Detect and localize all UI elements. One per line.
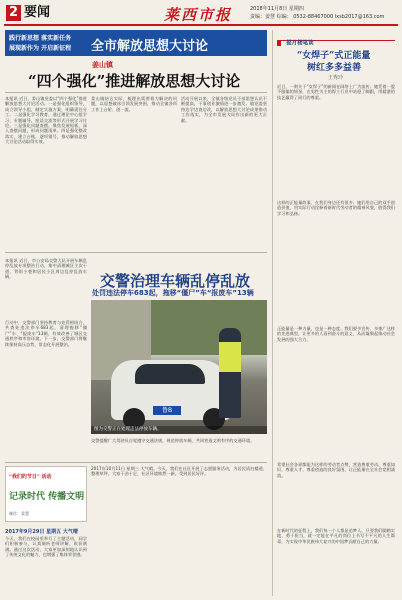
right-headline-1: “女焊子”式正能量 [297,51,371,61]
section-name: 要闻 [24,5,51,20]
paper-name: 莱西市报 [164,6,233,24]
right-author: 王秀玲 [328,75,344,81]
logo-divider [5,462,267,463]
middle-body-col-1b: 行动中，交警部门坚持教育与处罚相结合，共查处违法停车683起，清理拖移“僵尸”车、“报废车”13辆，有效改善了城区交通秩序和市容环境。下一步，交警部门将继续保持高压态势，常态化开展整治。 [5,320,87,347]
middle-body-col-1: 本报讯 近日，市公安局交警大队开展车辆乱停乱放专项整治行动，集中清理城区主次干道、背街小巷和居民小区周边乱停乱放车辆。 [5,258,87,280]
issue-date: 2018年11月8日 星期四 [250,6,304,12]
right-body-4: 希望社会各界都能为这样的劳动者点赞，营造尊重劳动、尊重知识、尊重人才、尊重创造的良好氛围，让正能量在全社会竞相涌流。 [277,462,395,478]
right-column [272,30,398,596]
photo-caption: 图为交警正在处理违法停放车辆。 [91,426,267,434]
festival-logo [5,466,87,522]
lead-body-col-1: 本报讯 近日，姜山镇党委以“四个强化”推进解放思想大讨论活动。一是强化组织领导，成立领导小组，制定实施方案，明确责任分工。二是强化学习教育，通过理论中心组学习、专题辅导、座谈交流等形式开展学习讨论。三是强化问题查摆，聚焦发展短板，深入查摆问题，形成问题清单。四是强化整改落实，建立台账，逐项销号，推动解放思想大讨论活动取得实效。 [5,96,87,145]
masthead-rule [4,24,398,26]
masthead [0,0,402,27]
editor-line [250,13,384,20]
banner-small-text-1: 践行新思想 落实新任务 [9,35,72,42]
middle-body-col-2: 交警提醒广大驾驶员自觉遵守交通法规，规范停放车辆，共同营造文明有序的交通环境。 [91,438,255,443]
banner-title: 全市解放思想大讨论 [91,39,209,54]
banner-small-text-2: 展现新作为 开启新征程 [9,45,72,52]
right-label-marker [277,40,281,46]
festival-credit: 制作：姜慧 [9,511,29,516]
right-body-1: 近日，一则关于“女焊子”的新闻在网络上广为流传。她凭着一股不服输的韧劲，在男性为主的焊工行业中站稳了脚跟，用精湛的技艺赢得了同行的尊重。 [277,84,395,100]
photo-officer-vest [219,342,241,372]
photo-trees [151,300,267,355]
right-label-text: 提月楼笔谈 [286,40,314,47]
right-label [277,32,395,47]
right-body-5: 在新时代的征程上，我们每一个人都是追梦人。只要我们脚踏实地、勇于担当，就一定能在平凡的岗位上书写不平凡的人生篇章，为实现中华民族伟大复兴的中国梦贡献自己的力量。 [277,528,395,544]
email: lxsb2017@163.com [334,14,385,20]
festival-caption-2: 记录时代 传播文明 [9,492,85,502]
middle-subhead: 处罚违法停车683起，拖移“僵尸”车“报废车”13辆 [92,289,254,297]
right-body-3: 正能量是一种力量，也是一种态度。我们要多宣传、多推广这样的先进典型，让更多的人看到奋斗的意义，从而凝聚起推动社会发展的强大合力。 [277,326,395,342]
middle-divider [5,252,267,253]
festival-caption-1: “我们的节日” 活动 [9,474,52,480]
bottom-left-heading: 2017年9月29日 星期五 大气晴 [5,529,78,535]
bottom-mid-body: 2017年10月11日 星期三 大气晴。今天，我们在社区开展了志愿服务活动，为居民清扫楼道、整理草坪，大家干劲十足，社区环境焕然一新，受到居民好评。 [91,466,267,477]
lead-author: 姜山镇 [92,60,113,69]
lead-divider [5,92,267,93]
news-photo [91,300,267,434]
lead-body-col-3: 活动开展以来，全镇各级党员干部思想认识不断提高，干事创业激情进一步激发。镇党委坚持边学边查边改，以解放思想大讨论成果推动工作落实，为全市发展大局作出新的更大贡献。 [181,96,267,123]
lead-headline: “四个强化”推进解放思想大讨论 [28,72,241,90]
page-number: 2 [6,5,21,21]
right-headline-2: 树红多多益善 [307,63,362,73]
right-body-2: 这样的正能量故事，在我们身边还有很多。她们用自己的双手创造价值，用实际行动诠释着新时代劳动者的精神风貌，值得我们学习和弘扬。 [277,200,395,216]
photo-license-plate: 鲁B [153,406,181,415]
lead-body-col-2: 姜山镇结合实际，梳理出需要着力解决的问题，以思想破冰引领发展突围，推动全镇各项工作上台阶、创一流。 [91,96,177,112]
bottom-left-body: 今天，我们在校园里举行了主题活动，同学们积极参与，认真倾听老师讲解，收获满满。通过这次活动，大家更加深刻地认识到了传统文化的魅力，也增强了集体荣誉感。 [5,536,87,558]
photo-car-window [135,364,205,384]
phone: 0532-88467000 [293,14,334,20]
lead-banner [5,30,267,56]
middle-headline: 交警治理车辆乱停乱放 [100,272,251,290]
editor: 责编：姜慧 综编： [250,14,292,20]
